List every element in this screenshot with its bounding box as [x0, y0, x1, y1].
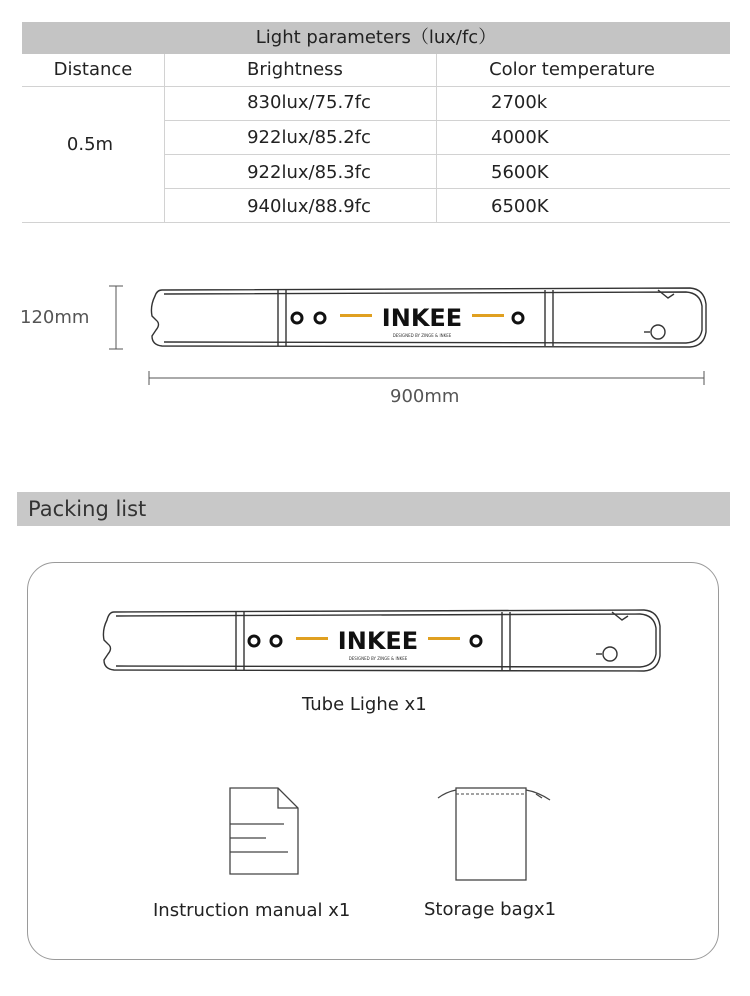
- svg-text:DESIGNED BY ZINGE & INKEE: DESIGNED BY ZINGE & INKEE: [348, 656, 408, 661]
- brightness-cell: 830lux/75.7fc: [247, 92, 371, 113]
- row-divider: [22, 86, 730, 87]
- tube-dimension-diagram: [100, 278, 720, 388]
- tube-light-item-label: Tube Lighe x1: [302, 694, 427, 715]
- brightness-cell: 922lux/85.3fc: [247, 162, 371, 183]
- height-dimension-label: 120mm: [20, 307, 90, 328]
- svg-text:INKEE: INKEE: [337, 627, 419, 655]
- svg-text:INKEE: INKEE: [381, 304, 463, 332]
- length-dimension-label: 900mm: [390, 386, 460, 407]
- row-divider: [165, 154, 730, 155]
- height-marker: [109, 286, 123, 349]
- svg-text:DESIGNED BY ZINGE & INKEE: DESIGNED BY ZINGE & INKEE: [392, 333, 452, 338]
- brightness-cell: 922lux/85.2fc: [247, 127, 371, 148]
- instruction-manual-label: Instruction manual x1: [153, 900, 351, 921]
- storage-bag-label: Storage bagx1: [424, 899, 557, 920]
- color-temp-cell: 5600K: [491, 162, 549, 183]
- distance-value: 0.5m: [66, 134, 114, 155]
- length-marker: [149, 371, 704, 385]
- clip-icon: [644, 325, 665, 339]
- table-title: Light parameters（lux/fc）: [22, 22, 730, 54]
- color-temp-cell: 6500K: [491, 196, 549, 217]
- color-temp-cell: 4000K: [491, 127, 549, 148]
- packing-list-title: Packing list: [28, 497, 147, 521]
- header-distance: Distance: [53, 59, 133, 80]
- color-temp-cell: 2700k: [491, 92, 548, 113]
- row-divider: [165, 120, 730, 121]
- tube-light-item-icon: [100, 604, 670, 684]
- instruction-manual-icon: [226, 786, 302, 878]
- row-divider: [22, 222, 730, 223]
- header-brightness: Brightness: [247, 59, 343, 80]
- row-divider: [165, 188, 730, 189]
- inkee-logo: [340, 304, 504, 338]
- brightness-cell: 940lux/88.9fc: [247, 196, 371, 217]
- storage-bag-icon: [436, 778, 556, 882]
- header-color-temperature: Color temperature: [489, 59, 655, 80]
